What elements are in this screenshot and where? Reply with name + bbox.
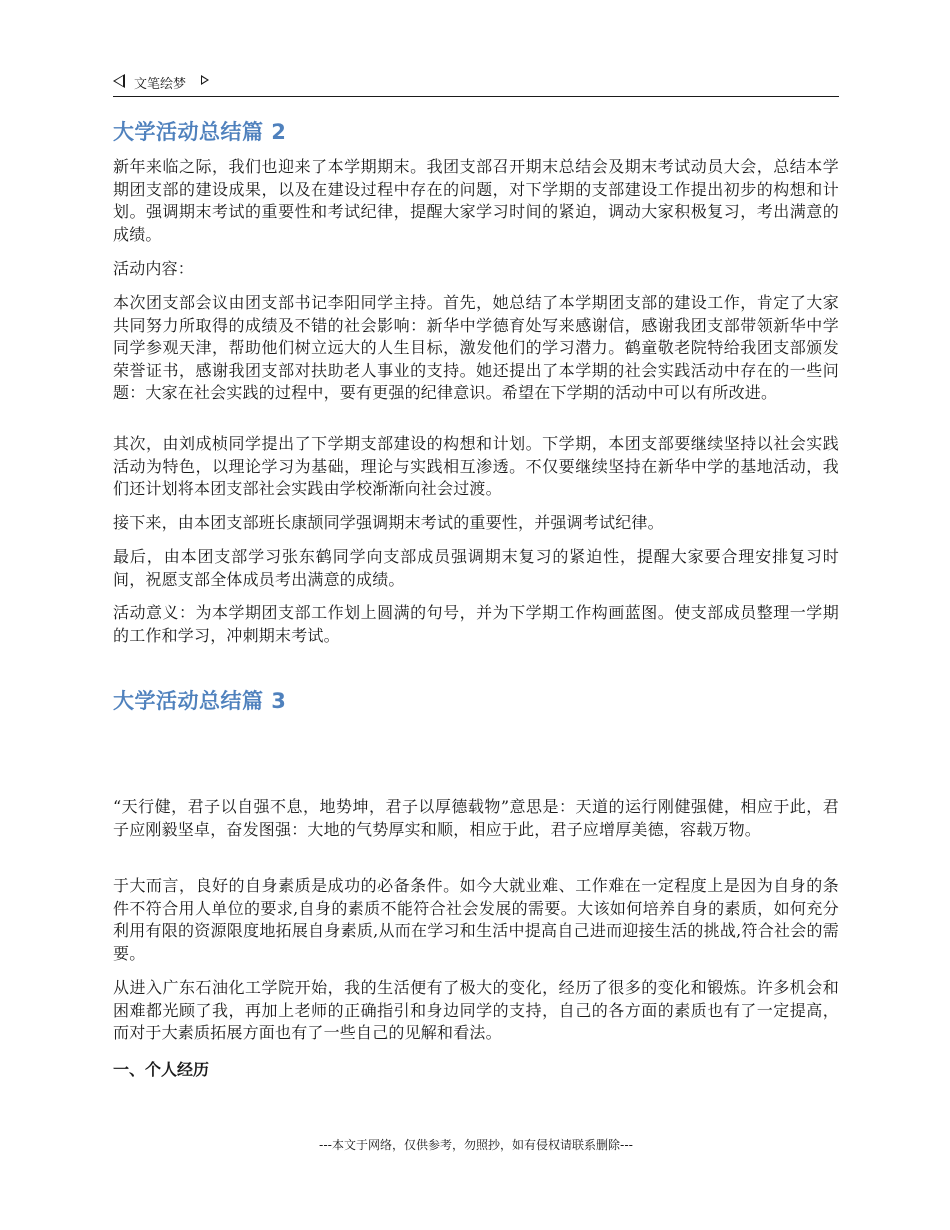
paragraph: 最后，由本团支部学习张东鹤同学向支部成员强调期末复习的紧迫性，提醒大家要合理安排复习时间，祝愿支部全体成员考出满意的成绩。 — [113, 547, 839, 589]
paragraph: 本次团支部会议由团支部书记李阳同学主持。首先，她总结了本学期团支部的建设工作，肯定了大家共同努力所取得的成绩及不错的社会影响：新华中学德育处写来感谢信，感谢我团支部带领新华中学同学参观天津，帮助他们树立远大的人生目标，激发他们的学习潜力。鹤童敬老院特给我团支部颁发荣誉证书，感谢我团支部对扶助老人事业的支持。她还提出了本学期的社会实践活动中存在的一些问题：大家在社会实践的过程中，要有更强的纪律意识。希望在下学期的活动中可以有所改进。 — [113, 293, 839, 402]
paragraph: 接下来，由本团支部班长康颉同学强调期末考试的重要性，并强调考试纪律。 — [113, 513, 664, 532]
paragraph: 于大而言，良好的自身素质是成功的必备条件。如今大就业难、工作难在一定程度上是因为自身的条件不符合用人单位的要求,自身的素质不能符合社会发展的需要。大该如何培养自身的素质，如何充分利用有限的资源限度地拓展自身素质,从而在学习和生活中提高自己进而迎接生活的挑战,符合社会的需要。 — [113, 876, 839, 963]
paragraph: 活动意义：为本学期团支部工作划上圆满的句号，并为下学期工作构画蓝图。使支部成员整理一学期的工作和学习，冲刺期末考试。 — [113, 603, 839, 645]
paragraph: “天行健，君子以自强不息，地势坤，君子以厚德载物”意思是：天道的运行刚健强健，相应于此，君子应刚毅坚卓，奋发图强：大地的气势厚实和顺，相应于此，君子应增厚美德，容载万物。 — [113, 797, 839, 839]
subheading: 一、个人经历 — [113, 1060, 210, 1079]
right-triangle-icon — [201, 75, 209, 85]
paragraph: 从进入广东石油化工学院开始，我的生活便有了极大的变化，经历了很多的变化和锻炼。许多机会和困难都光顾了我，再加上老师的正确指引和身边同学的支持，自己的各方面的素质也有了一定提高，而对于大素质拓展方面也有了一些自己的见解和看法。 — [113, 978, 839, 1042]
left-triangle-icon — [113, 74, 125, 88]
paragraph: 活动内容： — [113, 259, 195, 278]
paragraph: 其次，由刘成桢同学提出了下学期支部建设的构想和计划。下学期，本团支部要继续坚持以社会实践活动为特色，以理论学习为基础，理论与实践相互渗透。不仅要继续坚持在新华中学的基地活动，我们还计划将本团支部社会实践由学校渐渐向社会过渡。 — [113, 434, 839, 498]
document-page — [113, 0, 839, 1230]
paragraph: 新年来临之际，我们也迎来了本学期期末。我团支部召开期末总结会及期末考试动员大会，总结本学期团支部的建设成果，以及在建设过程中存在的问题，对下学期的支部建设工作提出初步的构想和计划。强调期末考试的重要性和考试纪律，提醒大家学习时间的紧迫，调动大家积极复习，考出满意的成绩。 — [113, 157, 839, 244]
section-title-2: 大学活动总结篇 2 — [113, 120, 287, 144]
page-header — [113, 70, 839, 97]
page-footer: ---本文于网络，仅供参考，勿照抄，如有侵权请联系删除--- — [319, 1138, 633, 1152]
header-brand: 文笔绘梦 — [134, 77, 187, 92]
section-title-3: 大学活动总结篇 3 — [113, 689, 287, 713]
